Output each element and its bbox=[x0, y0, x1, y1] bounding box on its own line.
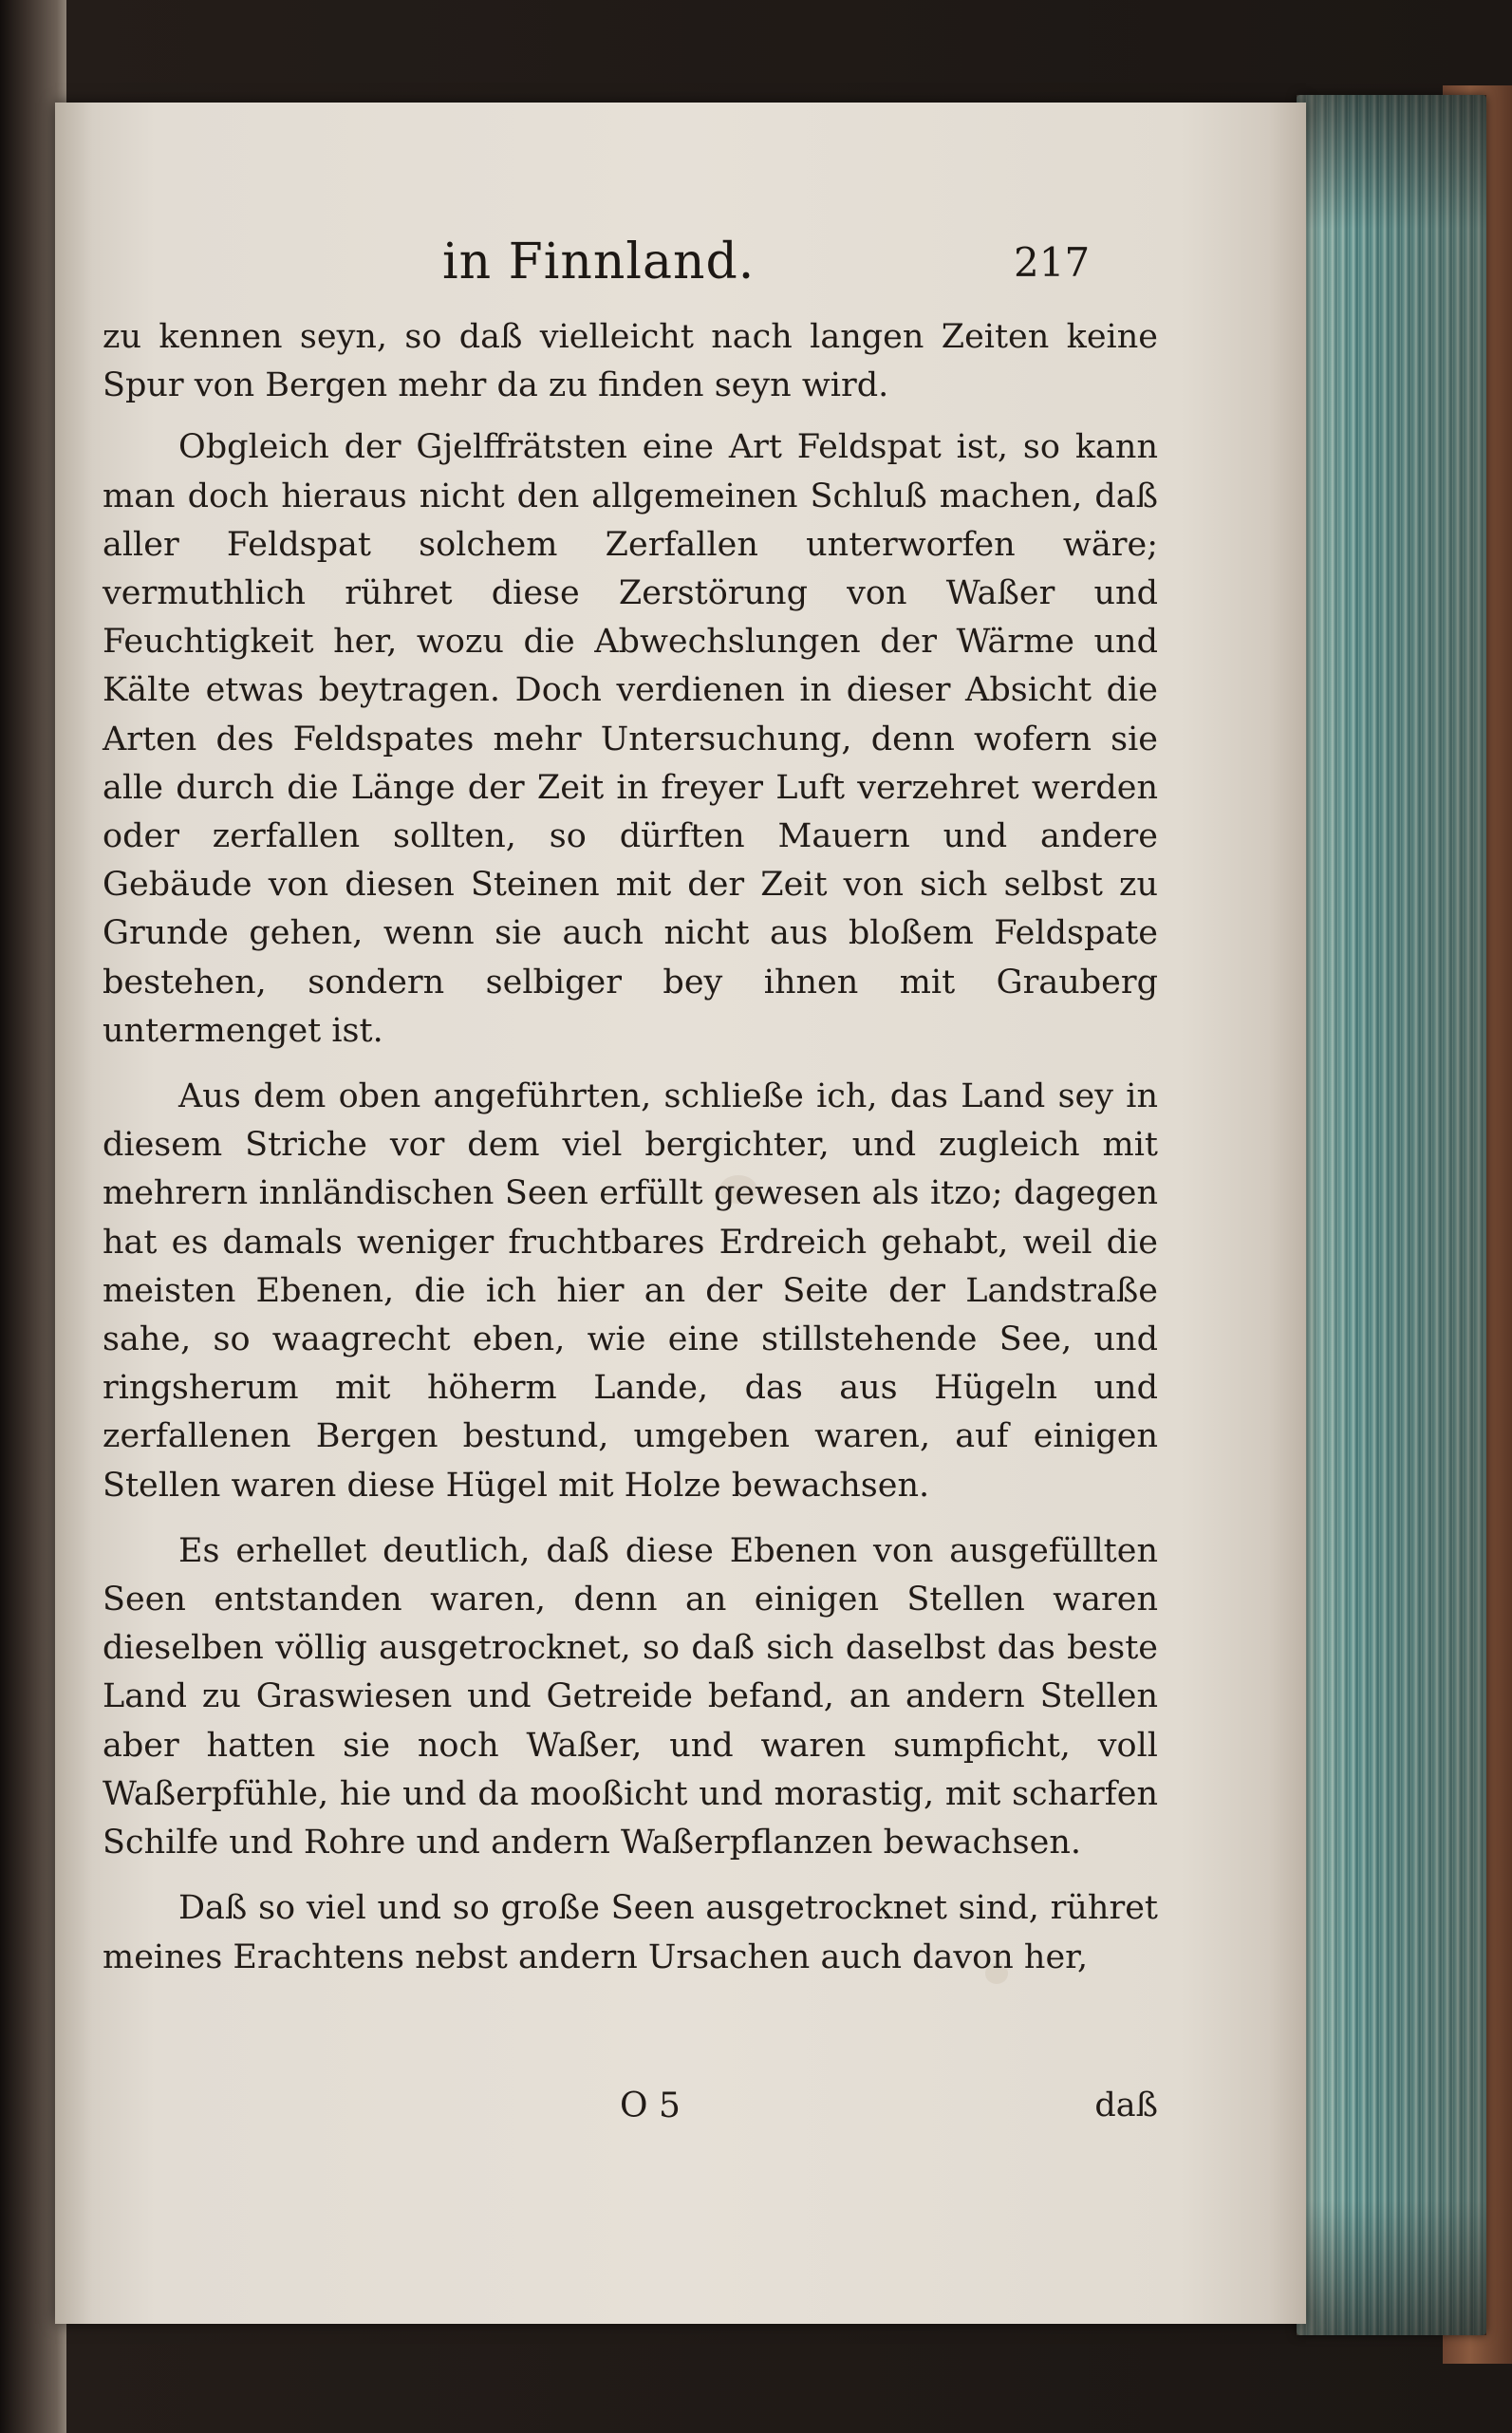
page-number: 217 bbox=[1014, 239, 1091, 286]
running-head-title: in Finnland. bbox=[442, 234, 756, 290]
signature-mark: O 5 bbox=[620, 2087, 681, 2125]
paragraph-feldspat: Obgleich der Gjelffrätsten eine Art Feldspat ist, so kann man doch hieraus nicht den allgemeinen Schluß machen, daß aller Feldspat solchem Zerfallen unterworfen wäre; vermuthlich rühret diese Zerstörung von Waßer und Feuchtigkeit her, wozu die Abwechslungen der Wärme und Kälte etwas beytragen. Doch verdienen in dieser Absicht die Arten des Feldspates mehr Untersuchung, denn wofern sie alle durch die Länge der Zeit in freyer Luft verzehret werden oder zerfallen sollten, so dürften Mauern und andere Gebäude von diesen Steinen mit der Zeit von sich selbst zu Grunde gehen, wenn sie auch nicht aus bloßem Feldspate bestehen, sondern selbiger bey ihnen mit Grauberg untermenget ist. bbox=[103, 428, 1158, 1050]
body-text bbox=[103, 313, 1158, 1999]
paragraph-ebenen: Es erhellet deutlich, daß diese Ebenen von ausgefüllten Seen entstanden waren, denn an einigen Stellen waren dieselben völlig ausgetrocknet, so daß sich daselbst das beste Land zu Graswiesen und Getreide befand, an andern Stellen aber hatten sie noch Waßer, und waren sumpficht, voll Waßerpfühle, hie und da mooßicht und morastig, mit scharfen Schilfe und Rohre und andern Waßerpflanzen bewachsen. bbox=[103, 1531, 1158, 1862]
catchword: daß bbox=[1094, 2087, 1158, 2124]
book-page bbox=[55, 103, 1306, 2324]
paragraph-seen: Daß so viel und so große Seen ausgetrocknet sind, rühret meines Erachtens nebst andern Ursachen auch davon her, bbox=[103, 1889, 1158, 1976]
paragraph-continuation: zu kennen seyn, so daß vielleicht nach langen Zeiten keine Spur von Bergen mehr da zu finden seyn wird. bbox=[103, 318, 1158, 405]
running-head bbox=[55, 234, 1306, 300]
paragraph-landscape: Aus dem oben angeführten, schließe ich, das Land sey in diesem Striche vor dem viel bergichter, und zugleich mit mehrern innländischen Seen erfüllt gewesen als itzo; dagegen hat es damals weniger fruchtbares Erdreich gehabt, weil die meisten Ebenen, die ich hier an der Seite der Landstraße sahe, so waagrecht eben, wie eine stillstehende See, und ringsherum mit höherm Lande, das aus Hügeln und zerfallenen Bergen bestund, umgeben waren, auf einigen Stellen waren diese Hügel mit Holze bewachsen. bbox=[103, 1077, 1158, 1505]
page-edges bbox=[1297, 95, 1486, 2335]
page-footer bbox=[103, 2087, 1158, 2143]
